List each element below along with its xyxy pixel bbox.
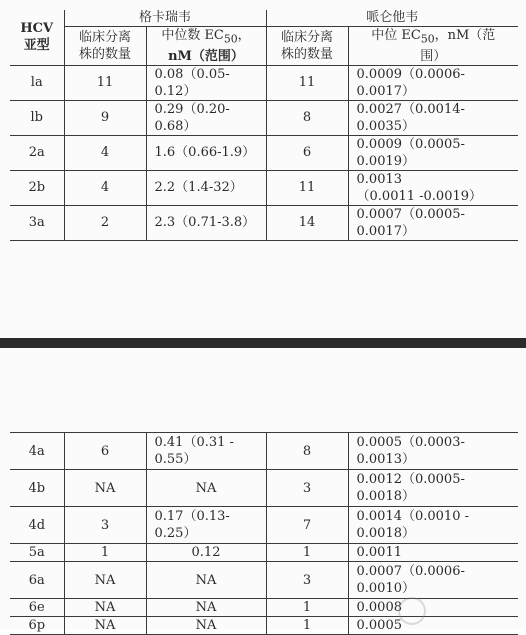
cell-line: 0.0007（0.0005- (356, 206, 465, 222)
cell-line: 2.3（0.71-3.8） (154, 215, 256, 231)
glecaprevir-count-cell: 4 (64, 135, 146, 170)
glecaprevir-count-cell: 11 (64, 65, 146, 100)
subtype-cell: 4b (10, 470, 64, 507)
pibrentasvir-count-cell: 14 (266, 205, 348, 240)
cell-line: （0.0011 -0.0019） (356, 188, 483, 204)
cell-line: NA (195, 572, 217, 588)
glecaprevir-ec50-cell (146, 205, 266, 240)
glecaprevir-ec50-cell (146, 170, 266, 205)
table-row (10, 170, 518, 205)
cell-line: 0.0009（0.0005- (356, 136, 465, 152)
glecaprevir-ec50-cell (146, 470, 266, 507)
cell-line: 0.0008 (356, 600, 402, 615)
glecaprevir-count-cell: NA (64, 599, 146, 617)
cell-line: 0.0035） (356, 118, 416, 134)
pibrentasvir-count-cell: 7 (266, 507, 348, 544)
subtype-cell: 3a (10, 205, 64, 240)
pibrentasvir-ec50-cell (348, 599, 518, 617)
glecaprevir-ec50-cell (146, 65, 266, 100)
glecaprevir-ec50-cell (146, 617, 266, 635)
cell-line: 0.0009（0.0006- (356, 66, 465, 82)
table-row (10, 433, 518, 470)
cell-line: 2.2（1.4-32） (154, 180, 243, 196)
pibrentasvir-ec50-cell (348, 100, 518, 135)
subtype-cell: 4d (10, 507, 64, 544)
pibrentasvir-count-cell: 6 (266, 135, 348, 170)
isolate-count-header: 临床分离 株的数量 (64, 27, 146, 66)
glecaprevir-ec50-cell (146, 599, 266, 617)
pibrentasvir-ec50-cell (348, 544, 518, 562)
glecaprevir-count-cell: 1 (64, 544, 146, 562)
glecaprevir-ec50-cell (146, 135, 266, 170)
glecaprevir-ec50-cell (146, 562, 266, 599)
cell-line: 0.0018） (356, 526, 415, 541)
cell-line: 0.0019） (356, 153, 416, 169)
cell-line: NA (195, 480, 217, 496)
cell-line: 0.0013） (356, 452, 415, 467)
glecaprevir-count-cell: NA (64, 470, 146, 507)
pibrentasvir-ec50-cell (348, 562, 518, 599)
cell-line: 0.12 (191, 545, 221, 560)
watermark-logo-icon (398, 597, 426, 625)
cell-line: NA (195, 618, 217, 633)
cell-line: 0.0011 (356, 545, 402, 560)
pibrentasvir-group-header: 哌仑他韦 (266, 10, 518, 27)
cell-line: 0.68） (154, 118, 197, 134)
subtype-cell: 5a (10, 544, 64, 562)
glecaprevir-ec50-cell (146, 507, 266, 544)
subtype-cell: 6p (10, 617, 64, 635)
pibrentasvir-ec50-cell (348, 470, 518, 507)
subtype-cell: 2a (10, 135, 64, 170)
cell-line: 0.17（0.13- (154, 509, 230, 524)
cell-line: 0.29（0.20- (154, 101, 230, 117)
subtype-cell: 2b (10, 170, 64, 205)
cell-line: NA (195, 600, 217, 615)
cell-line: 0.0012（0.0005- (356, 472, 465, 487)
cell-line: 0.0027（0.0014- (356, 101, 465, 117)
glecaprevir-count-cell: 6 (64, 433, 146, 470)
glecaprevir-group-header: 格卡瑞韦 (64, 10, 266, 27)
median-ec50-header: 中位数 $EC_{50}$， nM（范围） (146, 27, 266, 66)
pibrentasvir-count-cell: 8 (266, 433, 348, 470)
pibrentasvir-ec50-cell (348, 205, 518, 240)
table-row (10, 135, 518, 170)
pibrentasvir-count-cell: 1 (266, 617, 348, 635)
glecaprevir-count-cell: 9 (64, 100, 146, 135)
cell-line: 0.25） (154, 526, 197, 541)
glecaprevir-ec50-cell (146, 544, 266, 562)
table-row (10, 470, 518, 507)
glecaprevir-count-cell: 3 (64, 507, 146, 544)
subtype-cell: 4a (10, 433, 64, 470)
cell-line: 0.12） (154, 83, 197, 99)
cell-line: 0.0007（0.0006- (356, 564, 465, 579)
ec50-table-bottom (10, 432, 518, 635)
table-row (10, 100, 518, 135)
ec50-table-top (10, 10, 518, 241)
subtype-cell: 6e (10, 599, 64, 617)
pibrentasvir-ec50-cell (348, 170, 518, 205)
pibrentasvir-count-cell: 3 (266, 562, 348, 599)
glecaprevir-ec50-cell (146, 100, 266, 135)
cell-line: 0.0017） (356, 223, 416, 239)
cell-line: 0.55） (154, 452, 197, 467)
glecaprevir-count-cell: 2 (64, 205, 146, 240)
cell-line: 0.0010） (356, 581, 415, 596)
pibrentasvir-ec50-cell (348, 507, 518, 544)
cell-line: 0.0017） (356, 83, 416, 99)
cell-line: 0.0018） (356, 489, 415, 504)
subtype-cell: la (10, 65, 64, 100)
isolate-count-header-2: 临床分离 株的数量 (266, 27, 348, 66)
glecaprevir-count-cell: NA (64, 562, 146, 599)
cell-line: 0.41（0.31 - (154, 435, 234, 450)
median-ec50-header-2: 中位 $EC_{50}$，nM（范 围） (348, 27, 518, 66)
pibrentasvir-count-cell: 1 (266, 599, 348, 617)
pibrentasvir-ec50-cell (348, 617, 518, 635)
pibrentasvir-ec50-cell (348, 65, 518, 100)
pibrentasvir-ec50-cell (348, 433, 518, 470)
subtype-cell: lb (10, 100, 64, 135)
cell-line: 0.0005（0.0003- (356, 435, 465, 450)
subtype-cell: 6a (10, 562, 64, 599)
table-row (10, 562, 518, 599)
pibrentasvir-count-cell: 11 (266, 170, 348, 205)
cell-line: 0.0013 (356, 171, 403, 187)
cell-line: 0.0005 (356, 618, 402, 633)
glecaprevir-count-cell: 4 (64, 170, 146, 205)
cell-line: 0.0014（0.0010 - (356, 509, 469, 524)
cell-line: 0.08（0.05- (154, 66, 230, 82)
pibrentasvir-count-cell: 8 (266, 100, 348, 135)
cell-line: 1.6（0.66-1.9） (154, 145, 256, 161)
table-row (10, 617, 518, 635)
pibrentasvir-count-cell: 11 (266, 65, 348, 100)
table-row (10, 65, 518, 100)
pibrentasvir-count-cell: 3 (266, 470, 348, 507)
table-row (10, 544, 518, 562)
table-row (10, 507, 518, 544)
pibrentasvir-count-cell: 1 (266, 544, 348, 562)
pibrentasvir-ec50-cell (348, 135, 518, 170)
glecaprevir-ec50-cell (146, 433, 266, 470)
glecaprevir-count-cell: NA (64, 617, 146, 635)
hcv-subtype-header: HCV 亚型 (10, 10, 64, 65)
table-row (10, 205, 518, 240)
table-row (10, 599, 518, 617)
